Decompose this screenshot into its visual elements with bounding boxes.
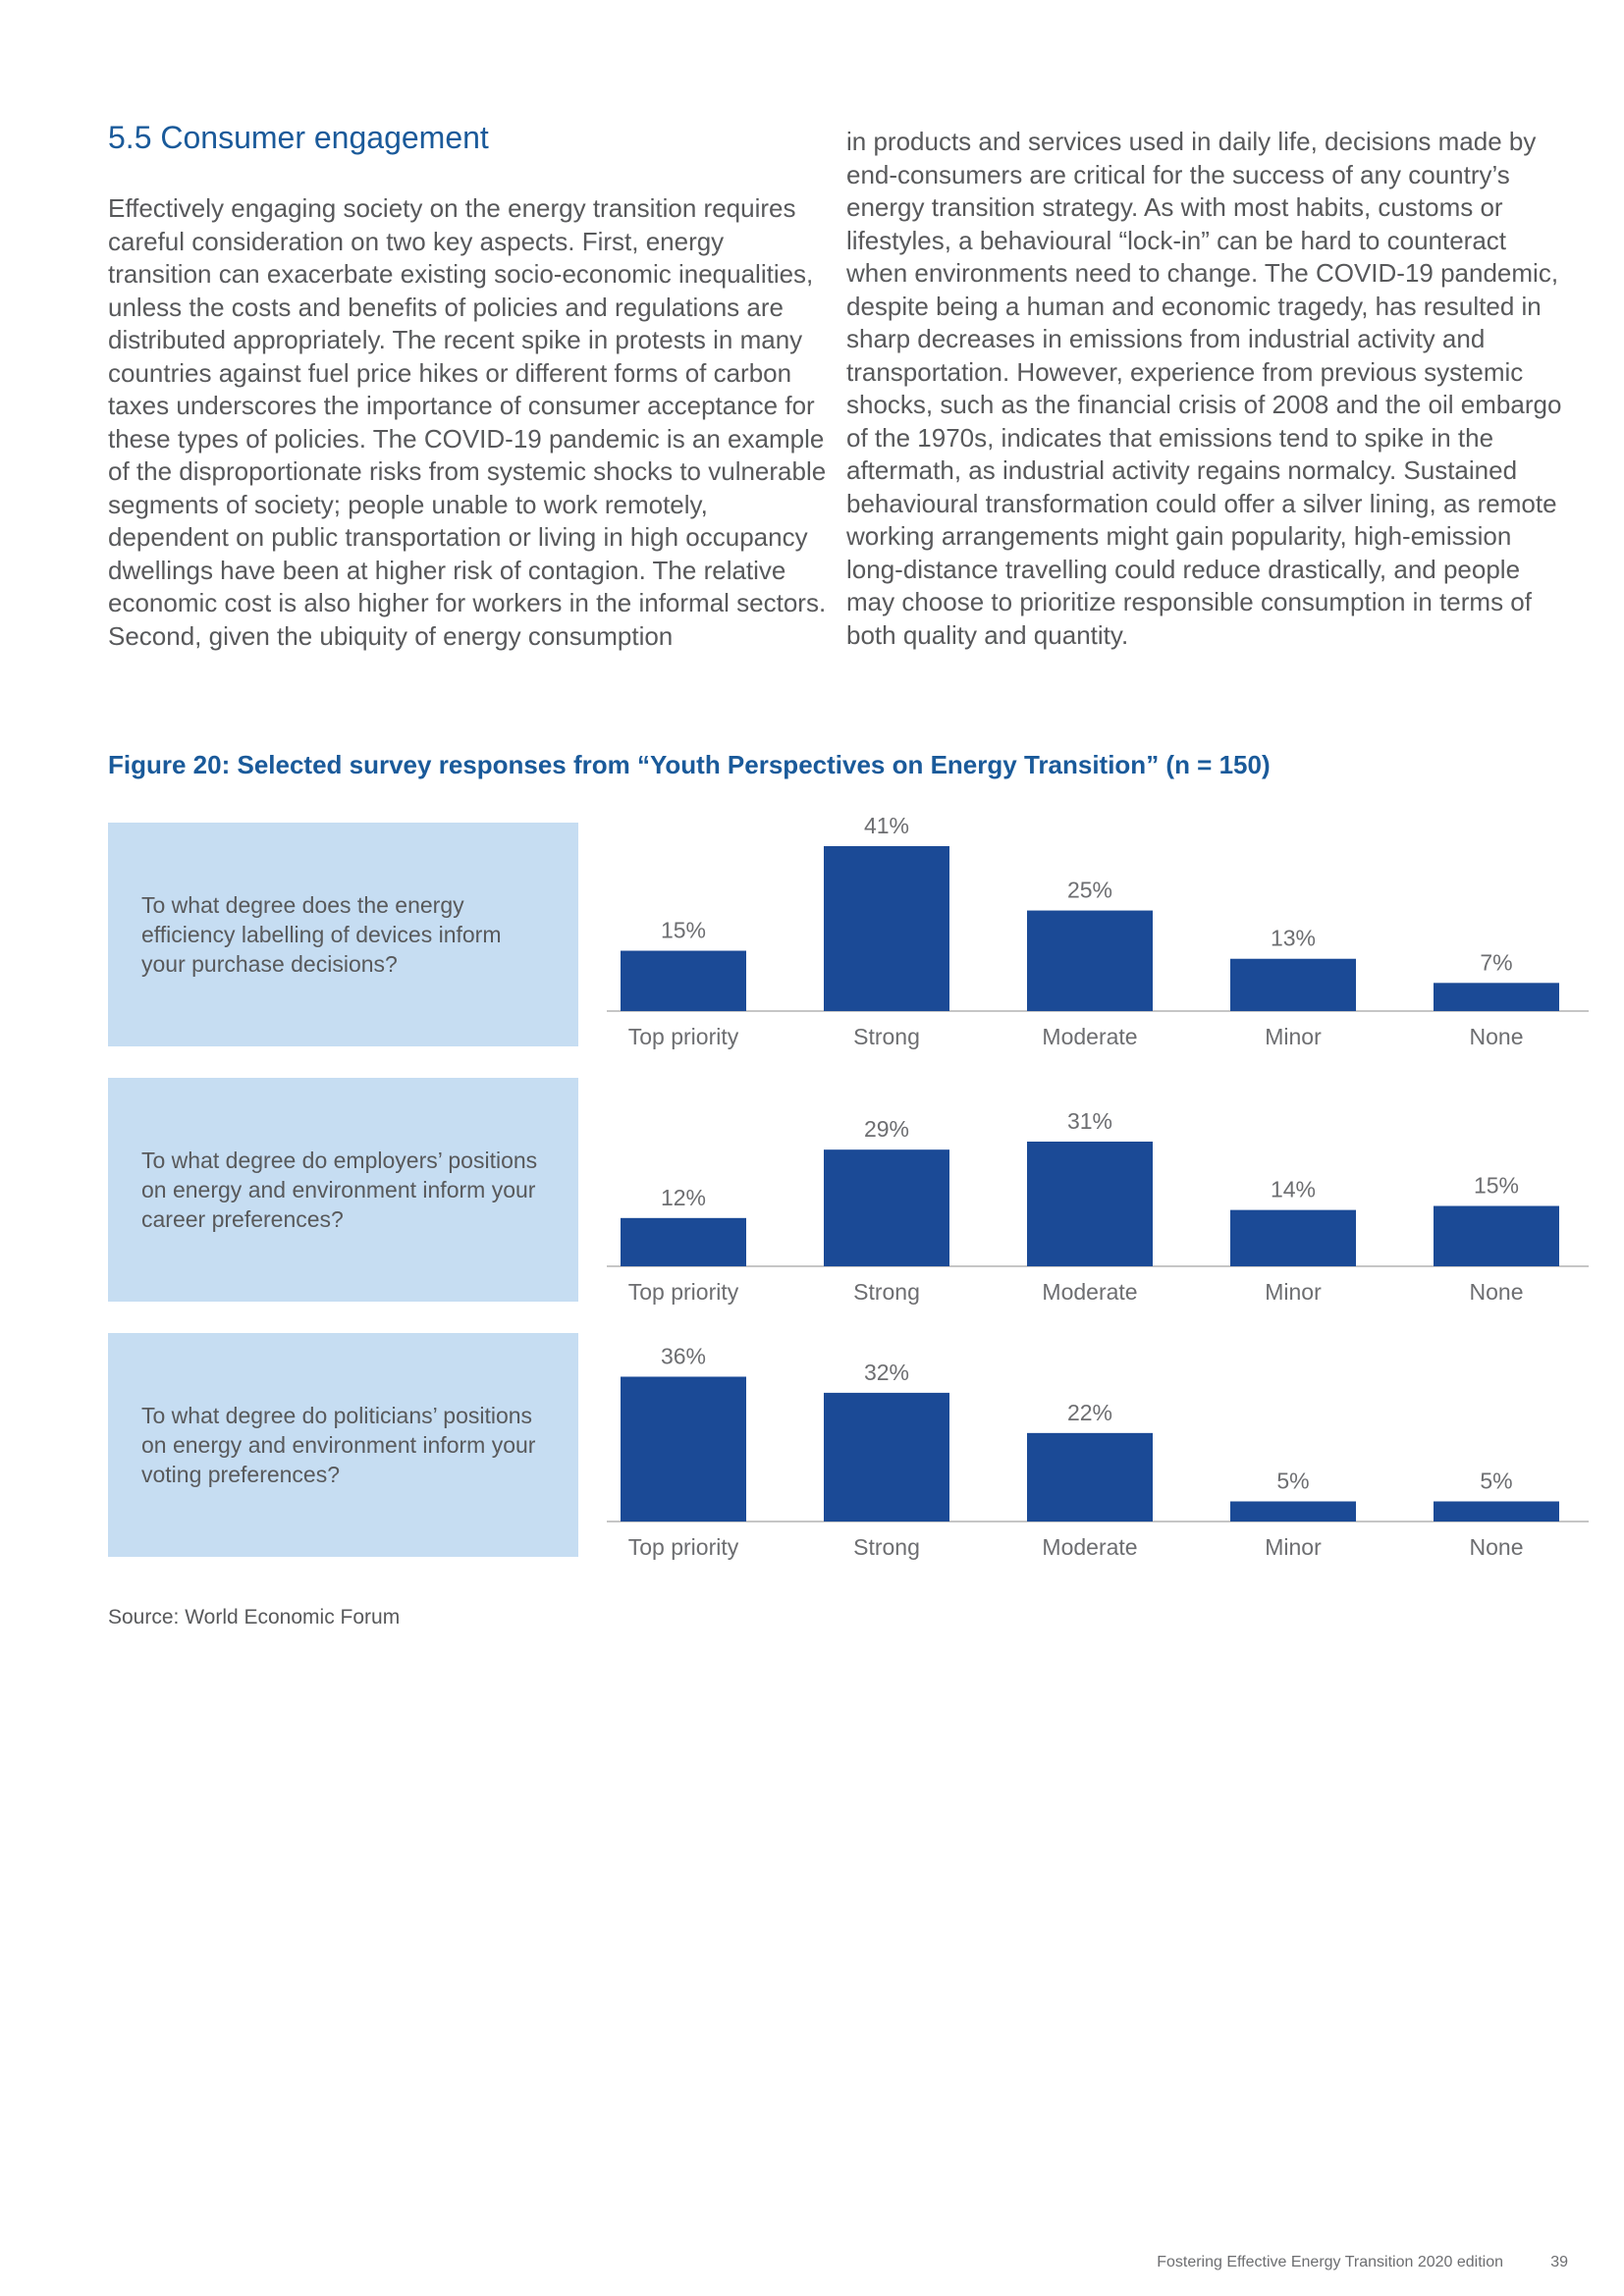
bar-strong: [824, 846, 949, 1011]
category-label: Moderate: [1042, 1024, 1138, 1049]
bar-minor: [1230, 1210, 1356, 1266]
bar-value-label: 41%: [863, 813, 910, 838]
bar-moderate: [1027, 1433, 1153, 1522]
figure-source: Source: World Economic Forum: [108, 1606, 401, 1629]
category-label: Strong: [853, 1024, 920, 1049]
category-label: None: [1469, 1534, 1524, 1560]
page-number: 39: [1550, 2254, 1568, 2270]
body-text-right-column: in products and services used in daily life, decisions made by end-consumers are critical for the success of any country’s energy transition strategy. As with most habits, customs or lifestyles, a behavioural “lock-in” can be hard to counteract when environments need to change. The COVID-19 pandemic, despite being a human and economic tragedy, has resulted in sharp decreases in emissions from industrial activity and transportation. However, experience from previous systemic shocks, such as the financial crisis of 2008 and the oil embargo of the 1970s, indicates that emissions tend to spike in the aftermath, as industrial activity regains normalcy. Sustained behavioural transformation could offer a silver lining, as remote working arrangements might gain popularity, high-emission long-distance travelling could reduce drastically, and people may choose to prioritize responsible consumption in terms of both quality and quantity.: [846, 127, 1562, 650]
bar-value-label: 5%: [1480, 1468, 1513, 1494]
category-label: Moderate: [1042, 1279, 1138, 1305]
bar-moderate: [1027, 911, 1153, 1011]
bar-minor: [1230, 959, 1356, 1011]
bar-value-label: 13%: [1270, 925, 1317, 951]
bar-none: [1434, 1502, 1559, 1522]
bar-top-priority: [621, 951, 746, 1011]
bar-strong: [824, 1393, 949, 1522]
bar-value-label: 5%: [1276, 1468, 1310, 1494]
bar-value-label: 29%: [863, 1116, 910, 1143]
question-text-2: To what degree do employers’ positions on energy and environment inform your career preferences?: [141, 1148, 538, 1232]
bar-chart-energy-labelling: [607, 803, 1589, 1058]
bar-value-label: 31%: [1066, 1107, 1113, 1134]
bar-value-label: 32%: [863, 1359, 910, 1385]
category-label: None: [1469, 1279, 1524, 1305]
footer-publication-title: Fostering Effective Energy Transition 2020 edition: [1157, 2254, 1503, 2270]
bar-value-label: 14%: [1270, 1176, 1317, 1202]
bar-value-label: 25%: [1066, 877, 1113, 903]
bar-value-label: 15%: [1473, 1172, 1520, 1199]
bar-value-label: 12%: [660, 1184, 707, 1210]
body-text-left-column: Effectively engaging society on the energy transition requires careful consideration on two key aspects. First, energy transition can exacerbate existing socio-economic inequalities, unless the costs and benefits of policies and regulations are distributed appropriately. The recent spike in protests in many countries against fuel price hikes or different forms of carbon taxes underscores the importance of consumer acceptance for these types of policies. The COVID-19 pandemic is an example of the disproportionate risks from systemic shocks to vulnerable segments of society; people unable to work remotely, dependent on public transportation or living in high occupancy dwellings have been at higher risk of contagion. The relative economic cost is also higher for workers in the informal sectors. Second, given the ubiquity of energy consumption: [108, 193, 827, 651]
question-panel-1: [108, 823, 578, 1046]
bar-chart-politicians-positions: [607, 1313, 1589, 1569]
category-label: Top priority: [627, 1024, 739, 1049]
bar-value-label: 36%: [660, 1343, 707, 1369]
question-panel-3: [108, 1333, 578, 1557]
category-label: Minor: [1265, 1534, 1322, 1560]
bar-value-label: 7%: [1480, 949, 1513, 976]
category-label: Minor: [1265, 1279, 1322, 1305]
bar-value-label: 15%: [660, 917, 707, 943]
question-text-3: To what degree do politicians’ positions on energy and environment inform your voting preferences?: [141, 1403, 536, 1487]
section-heading: 5.5 Consumer engagement: [108, 120, 489, 155]
bar-top-priority: [621, 1376, 746, 1522]
bar-strong: [824, 1149, 949, 1266]
bar-top-priority: [621, 1218, 746, 1266]
category-label: Strong: [853, 1534, 920, 1560]
bar-value-label: 22%: [1066, 1399, 1113, 1425]
category-label: Moderate: [1042, 1534, 1138, 1560]
bar-none: [1434, 983, 1559, 1011]
bar-none: [1434, 1206, 1559, 1266]
category-label: None: [1469, 1024, 1524, 1049]
category-label: Top priority: [627, 1279, 739, 1305]
bar-moderate: [1027, 1142, 1153, 1266]
category-label: Minor: [1265, 1024, 1322, 1049]
bar-minor: [1230, 1502, 1356, 1522]
bar-chart-employers-positions: [607, 1058, 1589, 1313]
figure-title: Figure 20: Selected survey responses from “Youth Perspectives on Energy Transition” (n = 150): [108, 750, 1271, 779]
question-text-1: To what degree does the energy efficiency labelling of devices inform your purchase decisions?: [141, 892, 502, 977]
category-label: Top priority: [627, 1534, 739, 1560]
category-label: Strong: [853, 1279, 920, 1305]
question-panel-2: [108, 1078, 578, 1302]
